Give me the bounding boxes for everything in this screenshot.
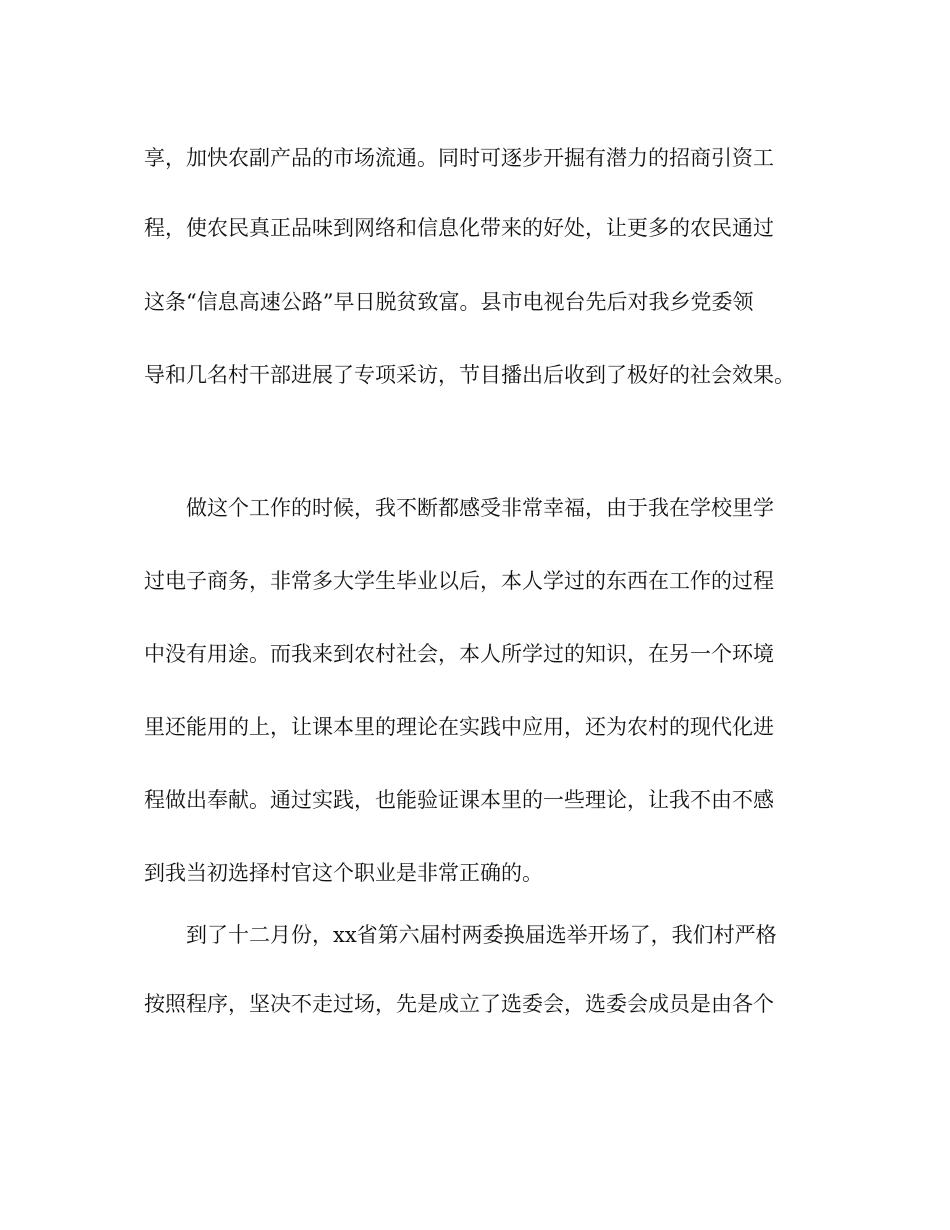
text-line: 按照程序，坚决不走过场，先是成立了选委会，选委会成员是由各个 xyxy=(144,992,774,1016)
text-line: 过电子商务，非常多大学生毕业以后，本人学过的东西在工作的过程 xyxy=(144,569,774,593)
text-line: 导和几名村干部进展了专项采访，节目播出后收到了极好的社会效果。 xyxy=(144,363,795,387)
text-line: 程做出奉献。通过实践，也能验证课本里的一些理论，让我不由不感 xyxy=(144,788,774,812)
text-line: 中没有用途。而我来到农村社会，本人所学过的知识，在另一个环境 xyxy=(144,642,774,666)
text-line: 里还能用的上，让课本里的理论在实践中应用，还为农村的现代化进 xyxy=(144,715,774,739)
text-line: 到了十二月份，xx省第六届村两委换届选举开场了，我们村严格 xyxy=(186,923,777,947)
text-line: 做这个工作的时候，我不断都感受非常幸福，由于我在学校里学 xyxy=(186,496,774,520)
text-line: 到我当初选择村官这个职业是非常正确的。 xyxy=(144,861,543,885)
text-line: 这条“信息高速公路”早日脱贫致富。县市电视台先后对我乡党委领 xyxy=(144,290,754,314)
text-line: 享，加快农副产品的市场流通。同时可逐步开掘有潜力的招商引资工 xyxy=(144,146,774,170)
text-line: 程，使农民真正品味到网络和信息化带来的好处，让更多的农民通过 xyxy=(144,216,774,240)
